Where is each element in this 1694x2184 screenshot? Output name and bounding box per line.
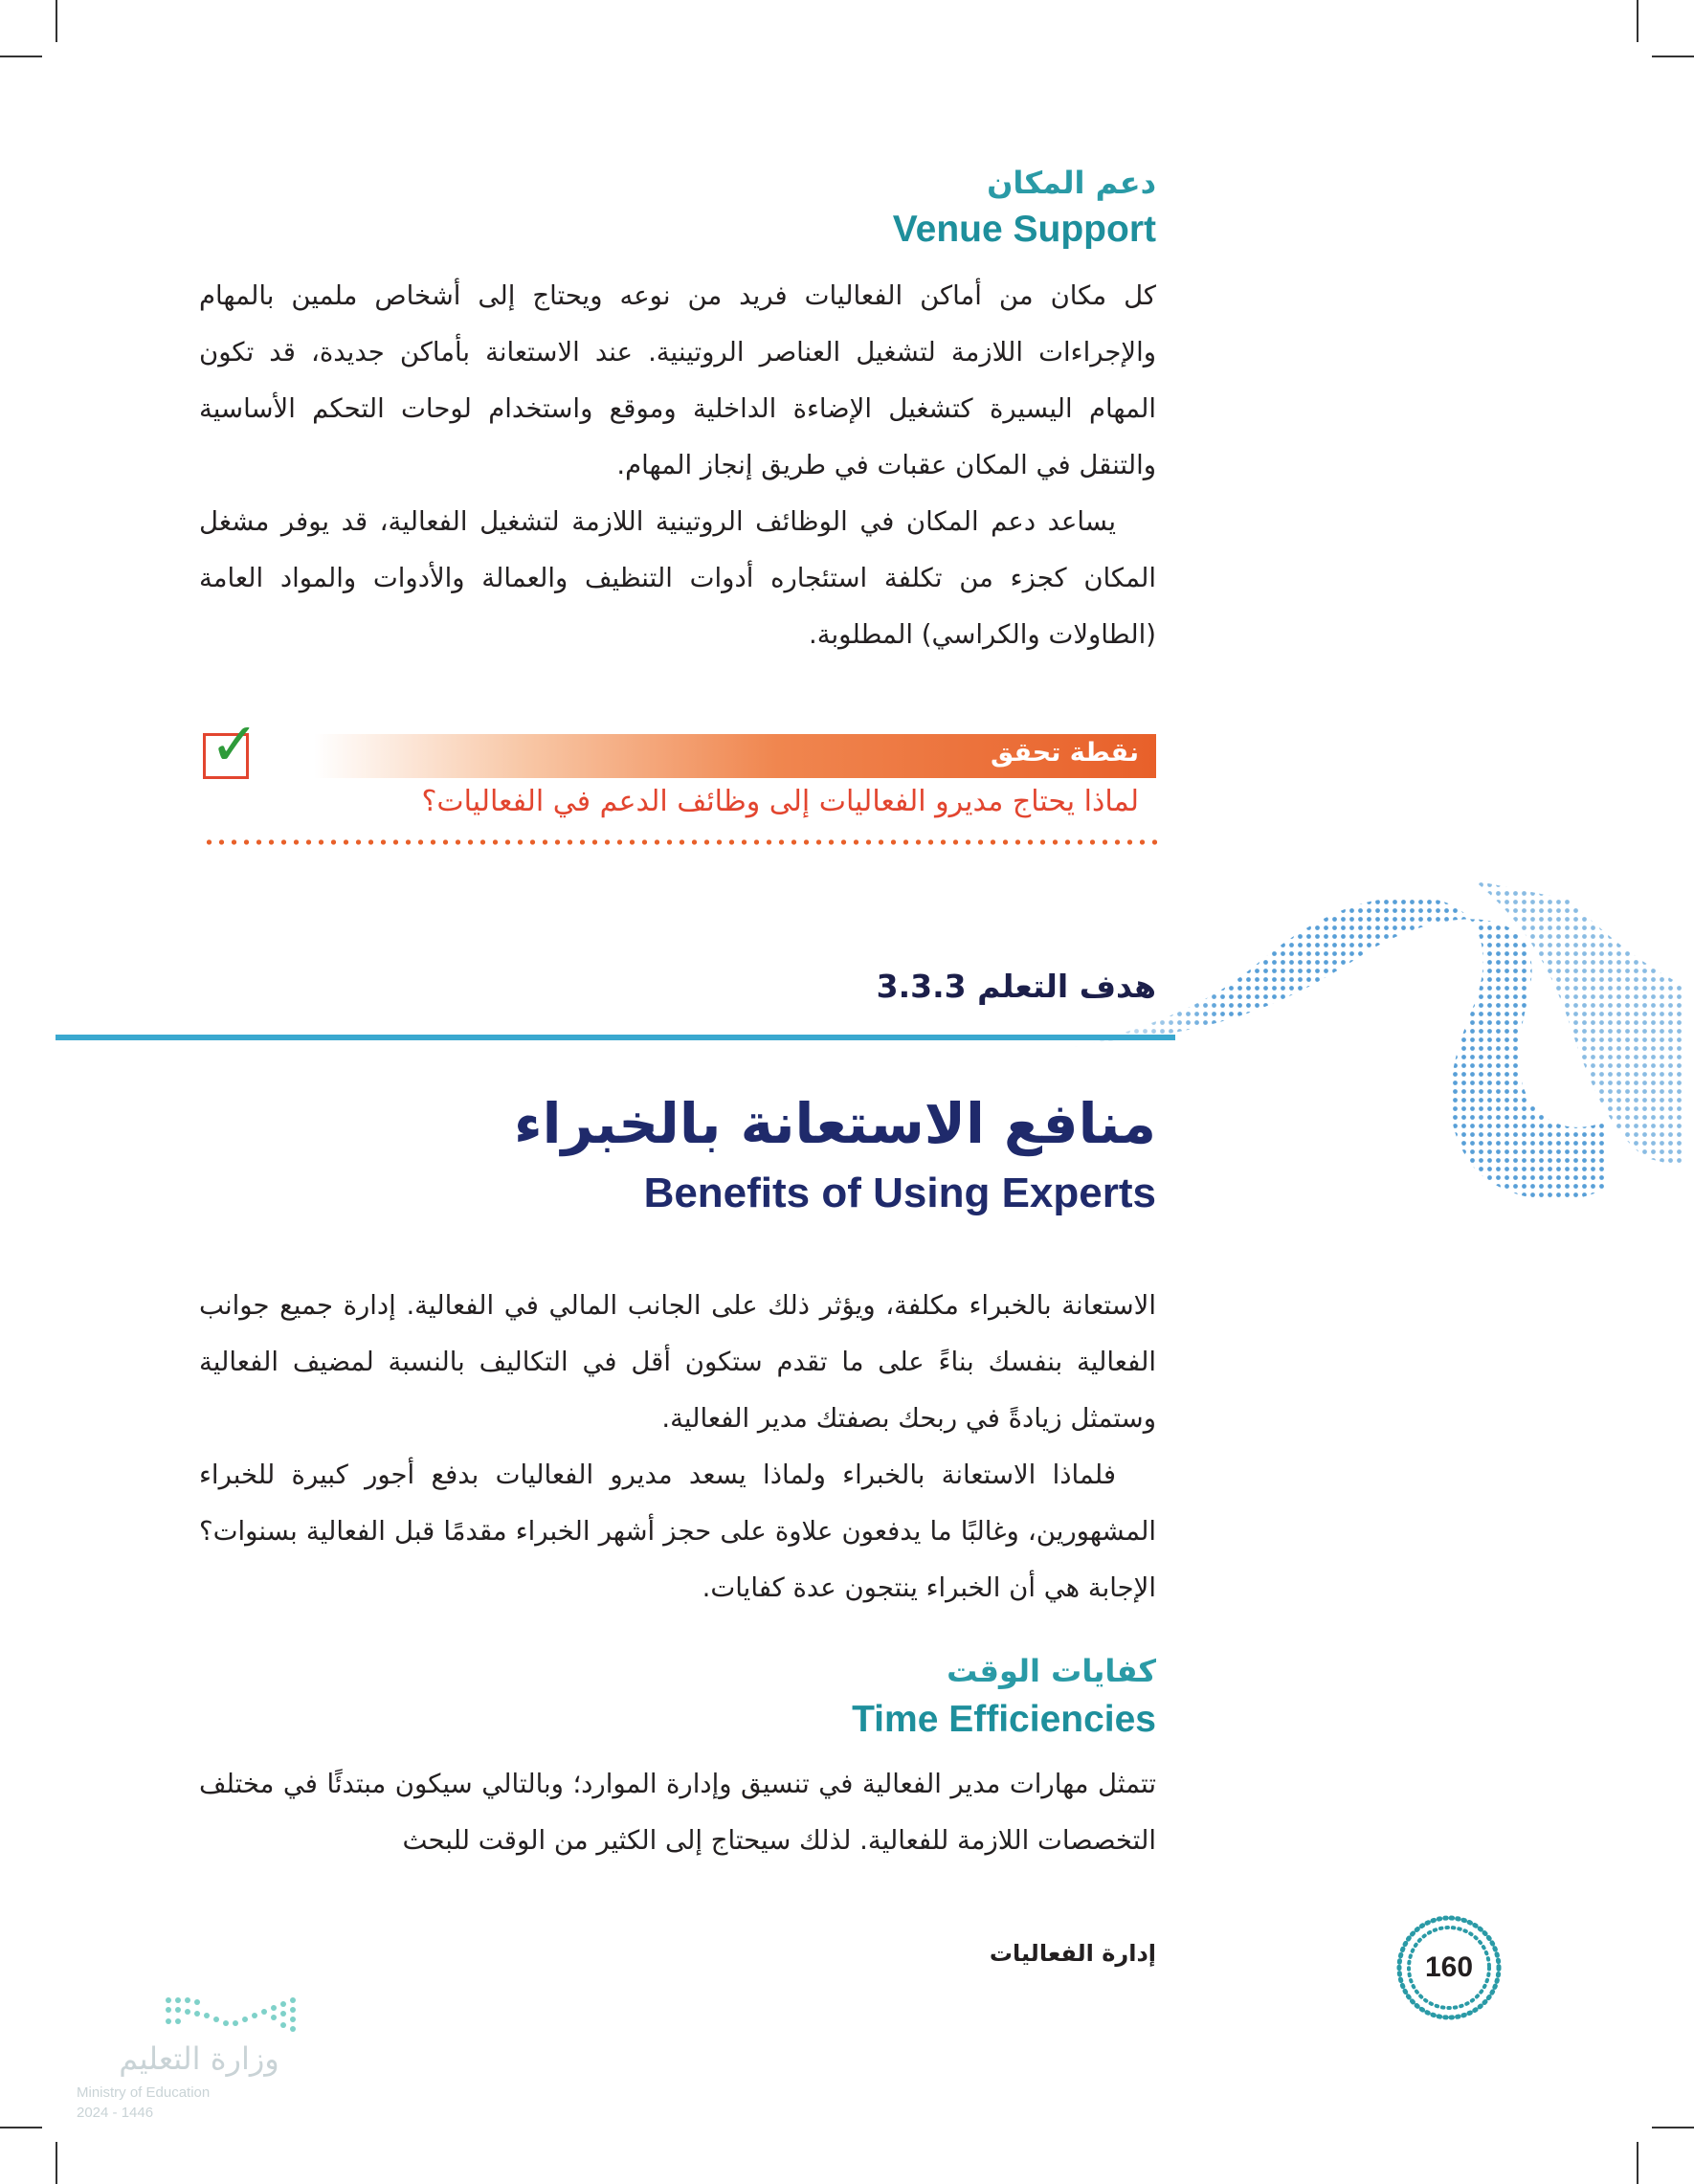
logo-year: 2024 - 1446	[77, 2105, 154, 2121]
section-title-en: Benefits of Using Experts	[643, 1170, 1156, 1216]
time-section	[199, 1653, 1156, 1869]
crop-mark	[1637, 2142, 1638, 2184]
checkmark-box-icon: ✓	[203, 733, 249, 779]
checkpoint-label: نقطة تحقق	[990, 738, 1139, 768]
venue-paragraph-1: كل مكان من أماكن الفعاليات فريد من نوعه ويحتاج إلى أشخاص ملمين بالمهام والإجراءات اللازمة لتشغيل العناصر الروتينية. عند الاستعانة بأماكن جديدة، قد تكون المهام اليسيرة كتشغيل الإضاءة الداخلية وموقع واستخدام لوحات التحكم الأساسية والتنقل في المكان عقبات في طريق إنجاز المهام.	[199, 280, 1156, 480]
experts-body	[199, 1278, 1156, 1616]
crop-mark	[0, 56, 42, 57]
dotted-divider	[203, 838, 1158, 846]
learning-goal-label: هدف التعلم 3.3.3	[876, 968, 1156, 1005]
logo-dots-icon	[163, 1993, 306, 2039]
venue-section	[199, 165, 1156, 663]
crop-mark	[0, 2127, 42, 2128]
goal-divider-line	[56, 1035, 1175, 1040]
checkpoint-bar	[314, 734, 1156, 778]
experts-paragraph-1: الاستعانة بالخبراء مكلفة، ويؤثر ذلك على الجانب المالي في الفعالية. إدارة جميع جوانب الفعالية بنفسك بناءً على ما تقدم ستكون أقل في التكاليف بالنسبة لمضيف الفعالية وستمثل زيادةً في ربحك بصفتك مدير الفعالية.	[199, 1290, 1156, 1434]
venue-heading-en: Venue Support	[892, 209, 1156, 250]
wave-decoration-icon	[1072, 880, 1684, 1244]
crop-mark	[1652, 56, 1694, 57]
time-heading-en: Time Efficiencies	[852, 1699, 1156, 1740]
crop-mark	[1637, 0, 1638, 42]
time-heading-ar: كفايات الوقت	[947, 1653, 1156, 1689]
time-paragraph-1: تتمثل مهارات مدير الفعالية في تنسيق وإدارة الموارد؛ وبالتالي سيكون مبتدئًا في مختلف التخصصات اللازمة للفعالية. لذلك سيحتاج إلى الكثير من الوقت للبحث	[199, 1769, 1156, 1856]
crop-mark	[56, 0, 57, 42]
checkpoint-question: لماذا يحتاج مديرو الفعاليات إلى وظائف الدعم في الفعاليات؟	[421, 785, 1139, 818]
section-title-ar: منافع الاستعانة بالخبراء	[513, 1091, 1156, 1156]
crop-mark	[56, 2142, 57, 2184]
logo-name-en: Ministry of Education	[77, 2084, 211, 2101]
page-number-badge	[1393, 1912, 1505, 2023]
logo-name-ar: وزارة التعليم	[119, 2040, 279, 2077]
ministry-logo	[77, 1993, 325, 2127]
venue-heading-ar: دعم المكان	[987, 165, 1156, 201]
crop-mark	[1652, 2127, 1694, 2128]
book-title: إدارة الفعاليات	[989, 1940, 1156, 1967]
venue-paragraph-2: يساعد دعم المكان في الوظائف الروتينية اللازمة لتشغيل الفعالية، قد يوفر مشغل المكان كجزء من تكلفة استئجاره أدوات التنظيف والعمالة والأدوات والمواد العامة (الطاولات والكراسي) المطلوبة.	[199, 506, 1156, 650]
experts-paragraph-2: فلماذا الاستعانة بالخبراء ولماذا يسعد مديرو الفعاليات بدفع أجور كبيرة للخبراء المشهورين، وغالبًا ما يدفعون علاوة على حجز أشهر الخبراء مقدمًا قبل الفعالية بسنوات؟ الإجابة هي أن الخبراء ينتجون عدة كفايات.	[199, 1460, 1156, 1603]
page-number: 160	[1424, 1951, 1474, 1983]
